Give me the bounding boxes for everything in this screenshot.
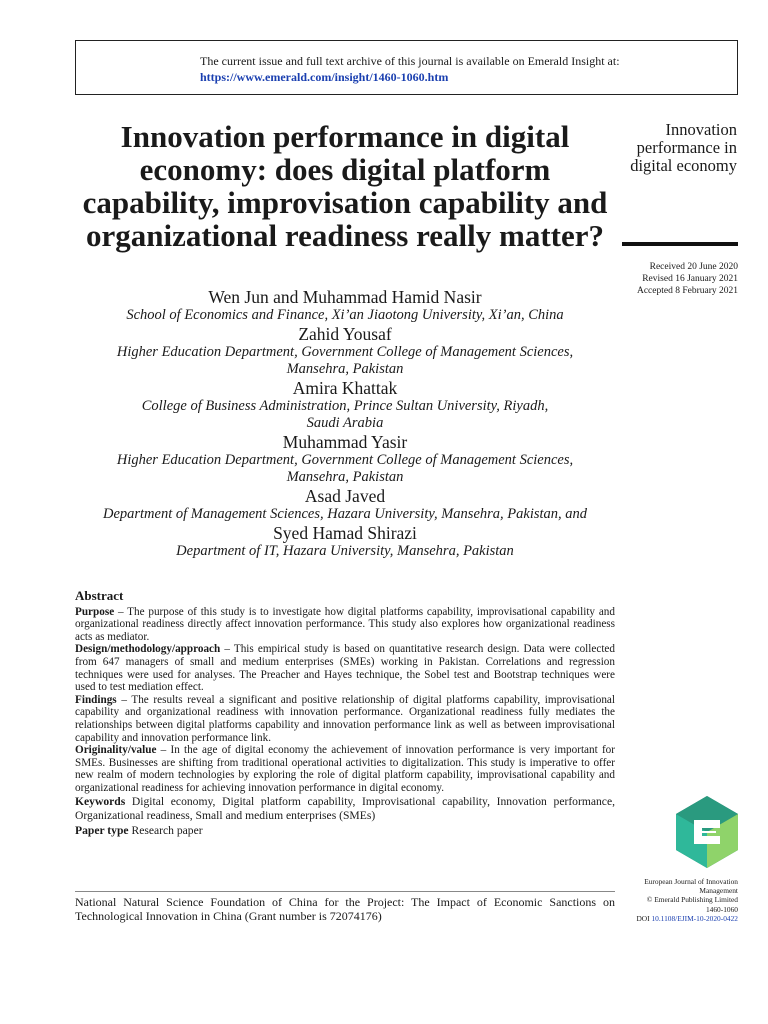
submission-dates [600, 261, 738, 297]
received-date: Received 20 June 2020 [649, 262, 738, 272]
issn: 1460-1060 [705, 904, 738, 914]
author-affiliation: Higher Education Department, Government College of Management Sciences, Mansehra, Pakistan [116, 344, 574, 377]
findings-label: Findings [75, 693, 117, 706]
access-notice-box [75, 40, 738, 95]
abstract-purpose [75, 606, 615, 644]
author-list [75, 287, 615, 560]
funding-footnote: National Natural Science Foundation of China for the Project: The Impact of Economic Sanctions on Technological Innovation in China (Grant number is 72074176) [75, 895, 615, 923]
author-affiliation: Higher Education Department, Government College of Management Sciences, Mansehra, Pakistan [116, 452, 574, 485]
revised-date: Revised 16 January 2021 [642, 274, 738, 284]
author-block [75, 523, 615, 560]
author-name: Syed Hamad Shirazi [273, 523, 417, 543]
author-affiliation: Department of IT, Hazara University, Mansehra, Pakistan [176, 543, 514, 559]
abstract-originality [75, 744, 615, 794]
paper-type-label: Paper type [75, 823, 129, 837]
doi-line [610, 914, 738, 923]
keywords-text: Digital economy, Digital platform capability, Improvisational capability, Innovation performance, Organizational readiness, Small and medium enterprises (SMEs) [75, 794, 615, 822]
purpose-label: Purpose [75, 605, 115, 618]
publication-info [610, 877, 738, 923]
author-name: Asad Javed [304, 486, 386, 506]
access-notice-text: The current issue and full text archive of this journal is available on Emerald Insight at: [200, 54, 620, 68]
running-title: Innovation performance in digital economy [630, 120, 737, 175]
emerald-logo-icon [676, 796, 738, 868]
purpose-text: – The purpose of this study is to investigate how digital platforms capability, improvisational capability and organizational readiness directly affect innovation performance. This study also explores how organizational readiness acts as mediator. [75, 605, 615, 643]
keywords [75, 795, 615, 824]
author-affiliation: School of Economics and Finance, Xi’an Jiaotong University, Xi’an, China [126, 307, 564, 323]
paper-type-text: Research paper [128, 823, 203, 837]
design-text: – This empirical study is based on quantitative research design. Data were collected from 647 managers of small and medium enterprises (SMEs) working in Pakistan. Correlations and regression techniques were used for analyses. The Preacher and Hayes technique, the Sobel test and Bootstrap techniques were used to test mediation effect. [75, 643, 615, 694]
doi-label: DOI [636, 913, 650, 923]
author-name: Wen Jun and Muhammad Hamid Nasir [208, 287, 482, 307]
author-affiliation: Department of Management Sciences, Hazara University, Mansehra, Pakistan, and [102, 506, 588, 522]
author-block [75, 486, 615, 523]
author-name: Zahid Yousaf [298, 324, 392, 344]
publisher: © Emerald Publishing Limited [646, 895, 738, 905]
findings-text: – The results reveal a significant and positive relationship of digital platforms capability, improvisational capability and organizational readiness with innovation performance. Organizational readiness fully mediates the relationships between digital platforms capability and innovation performance link as well as between improvisational capability and innovation performance link. [75, 693, 615, 744]
originality-text: – In the age of digital economy the achievement of innovation performance is very important for SMEs. Businesses are shifting from traditional operational activities to digitalization. This study is imperative to offer new realm of modern technologies by exploring the role of digital platform capability, improvisational capability and organizational readiness for achieving innovation performance in digital economy. [75, 744, 615, 794]
access-notice [200, 53, 620, 85]
side-divider [622, 242, 738, 246]
originality-label: Originality/value [75, 744, 157, 757]
design-label: Design/methodology/approach [75, 643, 221, 656]
paper-type [75, 824, 615, 839]
accepted-date: Accepted 8 February 2021 [636, 286, 738, 296]
author-name: Amira Khattak [292, 378, 398, 398]
abstract-heading: Abstract [75, 588, 124, 603]
author-block [75, 432, 615, 486]
paper-title: Innovation performance in digital economy: does digital platform capability, improvisation capability and organizational readiness really matter? [82, 119, 608, 253]
abstract-section [75, 590, 615, 838]
abstract-findings [75, 694, 615, 744]
author-name: Muhammad Yasir [282, 432, 408, 452]
footnote-divider [75, 891, 615, 892]
journal-name: European Journal of Innovation Management [644, 877, 738, 896]
author-affiliation: College of Business Administration, Prince Sultan University, Riyadh, Saudi Arabia [141, 398, 549, 431]
author-block [75, 324, 615, 378]
doi-link[interactable]: 10.1108/EJIM-10-2020-0422 [651, 913, 738, 923]
keywords-label: Keywords [75, 794, 126, 808]
author-block [75, 378, 615, 432]
abstract-design [75, 643, 615, 693]
author-block [75, 287, 615, 324]
journal-archive-link[interactable]: https://www.emerald.com/insight/1460-1060.htm [200, 70, 449, 84]
